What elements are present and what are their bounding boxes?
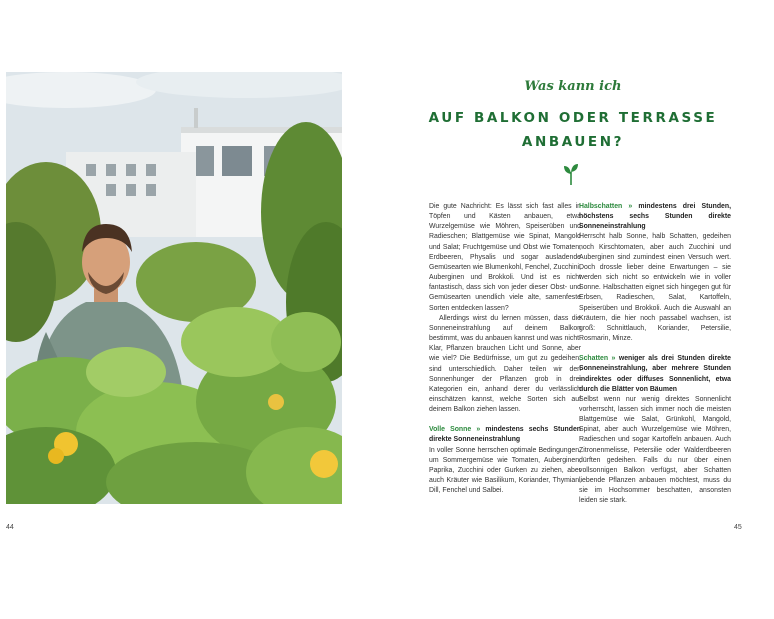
half-shade-label: Halbschatten: [579, 203, 623, 210]
half-shade-text: Herrscht halb Sonne, halb Schatten, gedeihen noch Kirschtomaten, aber auch Zucchini und Auberginen sind zumindest einen Versuch wert. Doch drossle lieber deine Erwartungen – sie werden sich nicht so entwickeln wie in voller Sonne. Halbschatten eignet sich hingegen gut für Erbsen, Radieschen, Salat, Kartoffeln, Speiserüben und Brokkoli. Auch die Auswahl an Kräutern, die hier noch passabel wachsen, ist groß: Schnittlauch, Koriander, Petersilie, Rosmarin, Minze.: [579, 233, 731, 343]
shade-heading: [579, 354, 731, 395]
full-sun-label: Volle Sonne: [429, 426, 472, 434]
shade-arrow: »: [611, 355, 616, 363]
section-kicker: Was kann ich: [524, 79, 622, 94]
full-sun-text: In voller Sonne herrschen optimale Bedingungen, um Sommergemüse wie Tomaten, Auberginen, Paprika, Zucchini oder Gurken zu ziehen, aber auch Kräuter wie Basilikum, Koriander, Thymian, Dill, Fenchel und Salbei.: [429, 446, 581, 495]
page-title-line2: ANBAUEN?: [521, 134, 625, 150]
page-number-left: 44: [6, 524, 14, 531]
text-column-right: [579, 202, 731, 507]
intro-paragraph: Die gute Nachricht: Es lässt sich fast alles in Töpfen und Kästen anbauen, etwa Wurzelgemüse wie Möhren, Speiserüben und Radieschen; Blattgemüse wie Spinat, Mangold und Salat; Fruchtgemüse und Obst wie Tomaten, Erdbeeren, Physalis und sogar ausladende Gemüsearten wie Blumenkohl, Fenchel, Zucchini, Auberginen und Brokkoli. Und ist es nicht fantastisch, dass sich von jeder dieser Obst- und Gemüsearten unendlich viele alte, samenfeste Sorten entdecken lassen?: [429, 203, 581, 312]
full-sun-heading: [429, 425, 581, 445]
shade-criteria: weniger als drei Stunden direkte Sonneneinstrahlung, aber mehrere Stunden indirektes oder diffuses Sonnenlicht, etwa durch die Blätter von Bäumen: [579, 355, 731, 393]
text-column-left: [429, 202, 581, 496]
photo-illustration: [6, 72, 342, 504]
full-sun-arrow: »: [476, 426, 481, 434]
page-title-line1: AUF BALKON ODER TERRASSE: [428, 110, 718, 126]
page-title: [420, 106, 726, 154]
half-shade-criteria: mindestens drei Stunden, höchstens sechs Stunden direkte Sonneneinstrahlung: [579, 203, 732, 231]
half-shade-heading: [579, 202, 731, 232]
sprout-icon: [563, 162, 579, 186]
shade-text: Selbst wenn nur wenig direktes Sonnenlicht vorherrscht, lassen sich immer noch die meisten Blattgemüse wie Salat, Grünkohl, Mangold, Spinat, aber auch Wurzelgemüse wie Möhren, Radieschen und sogar Kartoffeln anbauen. Auch Zitronenmelisse, Petersilie oder Walderdbeeren dürften gedeihen. Falls du nur über einen vollsonnigen Balkon verfügst, aber Schatten liebende Pflanzen anbauen möchtest, muss du sie im Hochsommer beschatten, ansonsten leiden sie stark.: [579, 395, 731, 505]
gardener-photo: [6, 72, 342, 504]
sunlight-paragraph: Allerdings wirst du lernen müssen, dass die Sonneneinstrahlung auf deinem Balkon bestimmt, was du anbauen kannst und was nicht. Klar, Pflanzen brauchen Licht und Sonne, aber wie viel? Die Bedürfnisse, um gut zu gedeihen, sind unterschiedlich. Daher teilen wir den Sonnenhunger der Pflanzen grob in drei Kategorien ein, anhand derer du verlässlich einschätzen kannst, welche Sorten sich auf deinem Balkon ziehen lassen.: [429, 314, 581, 414]
shade-label: Schatten: [579, 355, 609, 363]
page-number-right: 45: [734, 524, 742, 531]
half-shade-arrow: »: [628, 203, 633, 210]
full-sun-criteria: mindestens sechs Stunden direkte Sonneneinstrahlung: [429, 426, 581, 444]
